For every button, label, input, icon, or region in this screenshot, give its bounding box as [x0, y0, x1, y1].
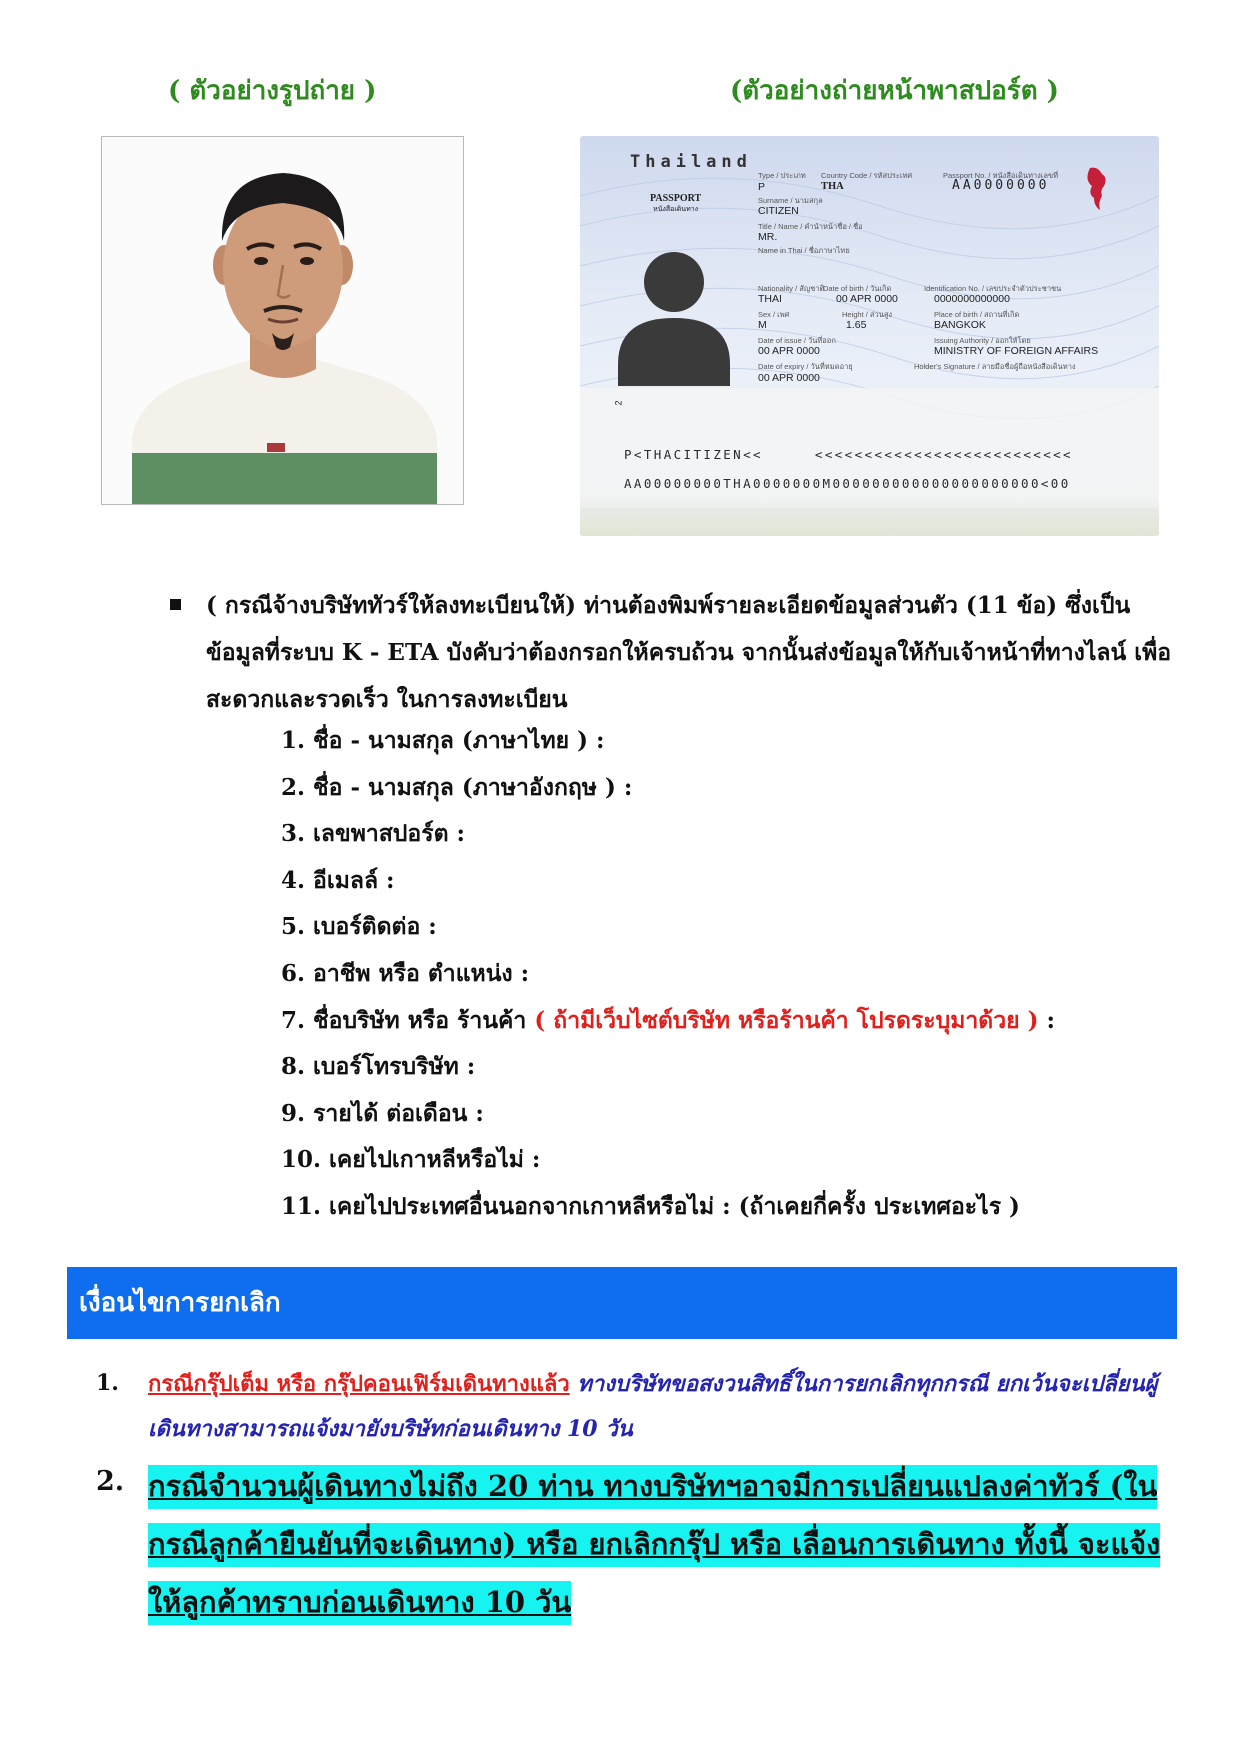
cancellation-section-header: เงื่อนไขการยกเลิก	[67, 1267, 1177, 1339]
registration-instructions	[170, 582, 1180, 723]
value-id-no: 0000000000000	[934, 293, 1010, 305]
list-item: 1. ชื่อ - นามสกุล (ภาษาไทย ) :	[281, 727, 605, 754]
list-item: 4. อีเมลล์ :	[281, 866, 395, 894]
condition-1-text: ทางบริษัทขอสงวนสิทธิ์ในการยกเลิกทุกกรณี ยกเว้นจะเปลี่ยนผู้เดินทางสามารถแจ้งมายังบริษัทก่อนเดินทาง 10 วัน	[148, 1371, 1158, 1442]
value-height: 1.65	[846, 319, 867, 331]
condition-1	[148, 1362, 1178, 1452]
item7-note: ( ถ้ามีเว็บไซต์บริษัท หรือร้านค้า โปรดระบุมาด้วย )	[534, 1006, 1039, 1034]
item7-tail: :	[1046, 1006, 1056, 1034]
condition-2-text: กรณีจำนวนผู้เดินทางไม่ถึง 20 ท่าน ทางบริษัทฯอาจมีการเปลี่ยนแปลงค่าทัวร์ (ในกรณีลูกค้ายืนยันที่จะเดินทาง) หรือ ยกเลิกกรุ๊ป หรือ เลื่อนการเดินทาง ทั้งนี้ จะแจ้งให้ลูกค้าทราบก่อนเดินทาง 10 วัน	[148, 1465, 1160, 1625]
label-passport-no: Passport No. / หนังสือเดินทางเลขที่	[943, 171, 1059, 180]
thailand-map-emblem	[1080, 166, 1114, 212]
list-item: 11. เคยไปประเทศอื่นนอกจากเกาหลีหรือไม่ : (ถ้าเคยกี่ครั้ง ประเทศอะไร )	[281, 1192, 1020, 1220]
value-date-of-expiry: 00 APR 0000	[758, 372, 820, 384]
condition-2	[148, 1457, 1178, 1631]
value-title-name: MR.	[758, 231, 778, 243]
bullet-square-icon	[170, 599, 181, 610]
required-fields-list	[281, 718, 1055, 1231]
passport-country: Thailand	[630, 152, 752, 172]
person-silhouette-icon	[618, 246, 730, 386]
value-place-of-birth: BANGKOK	[934, 319, 986, 331]
photo-caption: ( ตัวอย่างรูปถ่าย )	[168, 76, 377, 106]
list-item: 8. เบอร์โทรบริษัท :	[281, 1053, 476, 1081]
side-mark: 2	[613, 400, 624, 406]
label-dob: Date of birth / วันเกิด	[823, 284, 892, 293]
list-item: 2. ชื่อ - นามสกุล (ภาษาอังกฤษ ) :	[281, 773, 633, 801]
condition-1-number: 1.	[96, 1370, 119, 1396]
label-place-of-birth: Place of birth / สถานที่เกิด	[934, 310, 1020, 319]
label-nationality: Nationality / สัญชาติ	[758, 284, 825, 293]
list-item: 5. เบอร์ติดต่อ :	[281, 913, 437, 941]
list-item: 10. เคยไปเกาหลีหรือไม่ :	[281, 1146, 541, 1174]
list-item	[281, 998, 1055, 1045]
label-type: Type / ประเภท	[758, 171, 806, 180]
instructions-intro: ( กรณีจ้างบริษัททัวร์ให้ลงทะเบียนให้) ท่านต้องพิมพ์รายละเอียดข้อมูลส่วนตัว (11 ข้อ) ซึ่งเป็นข้อมูลที่ระบบ K - ETA บังคับว่าต้องกรอกให้ครบถ้วน จากนั้นส่งข้อมูลให้กับเจ้าหน้าที่ทางไลน์ เพื่อสะดวกและรวดเร็ว ในการลงทะเบียน	[206, 592, 1172, 713]
item7-label: 7. ชื่อบริษัท หรือ ร้านค้า	[281, 1006, 527, 1034]
value-country-code: THA	[821, 181, 844, 192]
label-name-thai: Name in Thai / ชื่อภาษาไทย	[758, 246, 850, 255]
mrz-line-1: P<THACITIZEN<< <<<<<<<<<<<<<<<<<<<<<<<<<<	[624, 447, 1073, 462]
passport-caption: (ตัวอย่างถ่ายหน้าพาสปอร์ต )	[730, 76, 1059, 106]
label-id-no: Identification No. / เลขประจำตัวประชาชน	[924, 284, 1062, 293]
value-nationality: THAI	[758, 293, 782, 305]
mrz-line-2: AA00000000THA0000000M000000000000000000000<00	[624, 476, 1071, 491]
list-item: 6. อาชีพ หรือ ตำแหน่ง :	[281, 959, 530, 987]
label-date-of-issue: Date of issue / วันที่ออก	[758, 336, 836, 345]
value-surname: CITIZEN	[758, 205, 799, 217]
value-dob: 00 APR 0000	[836, 293, 898, 305]
value-issuing-authority: MINISTRY OF FOREIGN AFFAIRS	[934, 345, 1099, 357]
value-sex: M	[758, 319, 767, 331]
value-date-of-issue: 00 APR 0000	[758, 345, 820, 357]
value-passport-no: AA0000000	[952, 178, 1050, 193]
label-sex: Sex / เพศ	[758, 310, 790, 319]
label-title-name: Title / Name / คำนำหน้าชื่อ / ชื่อ	[758, 222, 863, 231]
label-holder-signature: Holder's Signature / ลายมือชื่อผู้ถือหนังสือเดินทาง	[914, 362, 1076, 371]
person-portrait-illustration	[102, 137, 464, 505]
label-issuing-authority: Issuing Authority / ออกให้โดย	[934, 336, 1031, 345]
label-surname: Surname / นามสกุล	[758, 196, 823, 205]
label-country-code: Country Code / รหัสประเทศ	[821, 171, 913, 180]
list-item: 3. เลขพาสปอร์ต :	[281, 820, 466, 848]
list-item: 9. รายได้ ต่อเดือน :	[281, 1099, 484, 1127]
condition-1-lead: กรณีกรุ๊ปเต็ม หรือ กรุ๊ปคอนเฟิร์มเดินทางแล้ว	[148, 1371, 570, 1397]
condition-2-number: 2.	[96, 1466, 125, 1497]
value-type: P	[758, 181, 766, 193]
passport-type-title: PASSPORT หนังสือเดินทาง	[650, 193, 702, 213]
sample-photo	[101, 136, 464, 505]
label-height: Height / ส่วนสูง	[842, 310, 893, 319]
sample-passport	[580, 136, 1159, 536]
label-date-of-expiry: Date of expiry / วันที่หมดอายุ	[758, 362, 853, 371]
